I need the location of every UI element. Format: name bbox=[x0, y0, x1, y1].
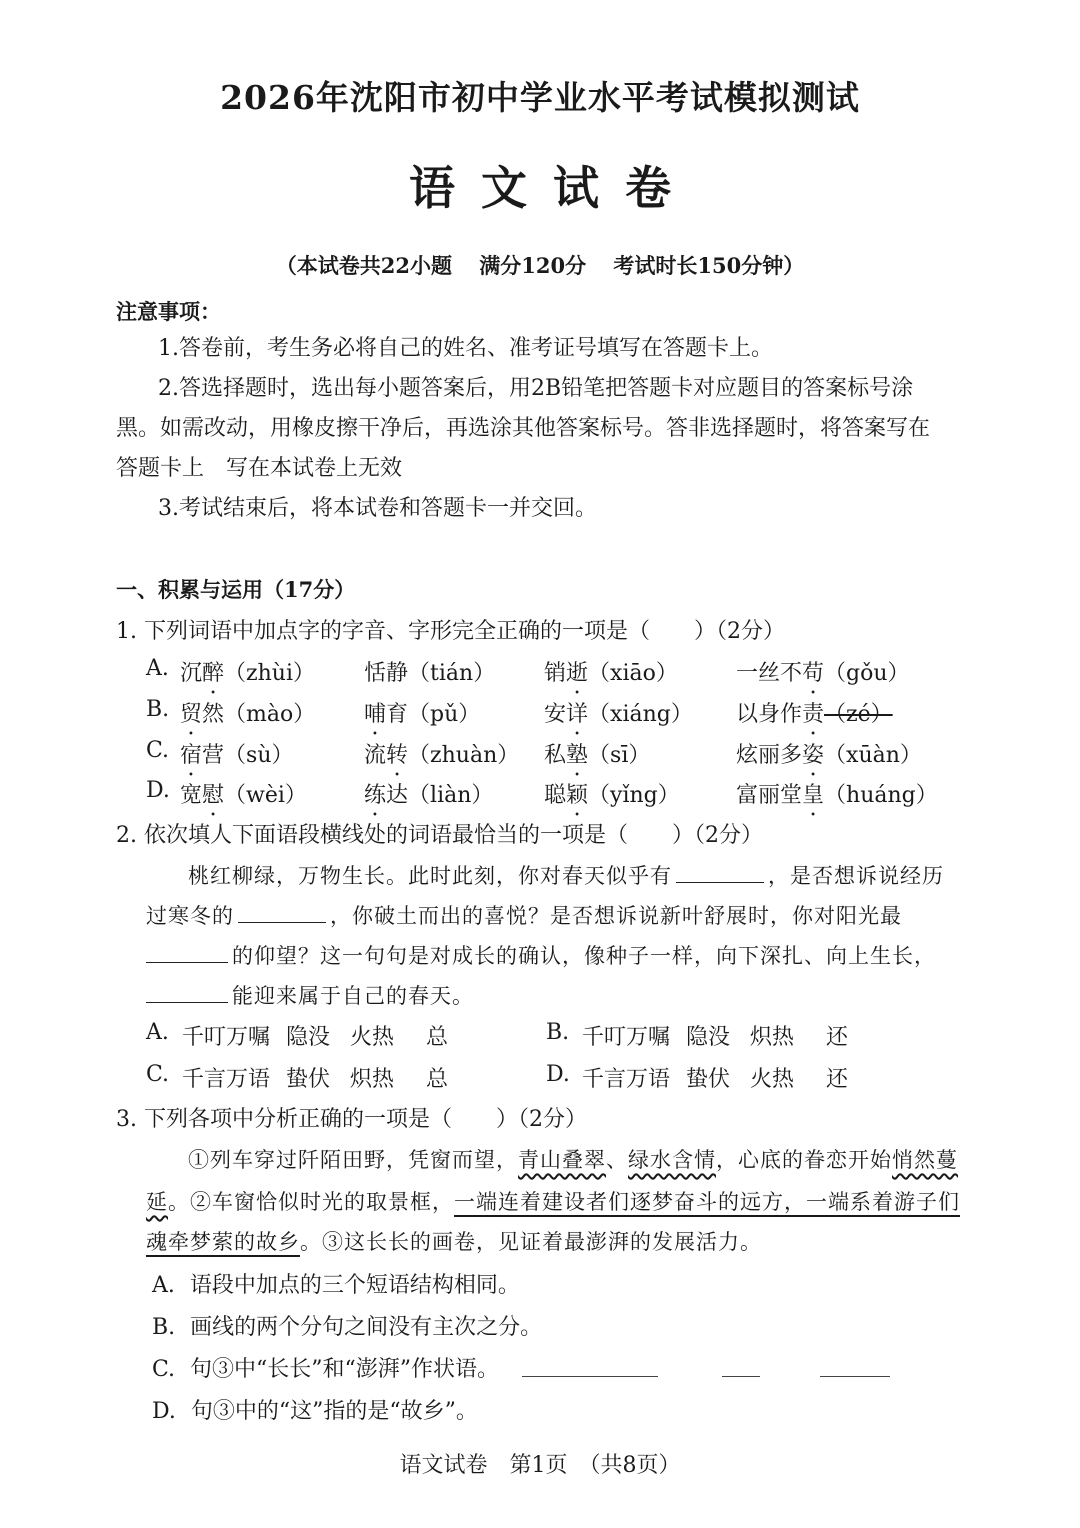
passage-text: ，你破土而出的喜悦？是否想诉说新叶舒展时，你对阳光最 bbox=[330, 904, 902, 928]
word-item bbox=[736, 778, 938, 809]
notice-item-2-line-2: 黑。如需改动，用橡皮擦干净后，再选涂其他答案标号。答非选择题时，将答案写在 bbox=[116, 416, 931, 441]
dotted-char: 姿 bbox=[802, 743, 825, 768]
pinyin: （xūàn） bbox=[824, 743, 922, 768]
underlined-clause: 一端连着建设者们逐梦奋斗的远方，一端系着游子们 bbox=[454, 1190, 960, 1214]
dotted-char: 塾 bbox=[566, 743, 589, 768]
question-3-passage-line-3 bbox=[146, 1226, 762, 1256]
dotted-char: 颖 bbox=[566, 783, 589, 808]
option-word: 还 bbox=[826, 1067, 849, 1092]
word: 练达 bbox=[364, 783, 408, 808]
page-footer: 语文试卷 第1页 （共8页） bbox=[399, 1453, 681, 1478]
word: 哺育 bbox=[364, 702, 408, 727]
word: 流转 bbox=[364, 743, 408, 768]
word: 宿营 bbox=[180, 743, 224, 768]
option-label: A. bbox=[146, 1020, 169, 1045]
option-word: 总 bbox=[426, 1067, 449, 1092]
pinyin: （pǔ） bbox=[408, 702, 481, 727]
word: 聪颖 bbox=[544, 783, 588, 808]
dotted-phrase: 绿水含情 bbox=[628, 1148, 716, 1172]
word-item bbox=[544, 778, 680, 809]
word-item bbox=[364, 738, 519, 769]
pinyin: （zé） bbox=[824, 702, 893, 727]
option-label: B. bbox=[546, 1020, 570, 1045]
word-item bbox=[736, 738, 922, 769]
option-word: 千叮万嘱 bbox=[182, 1025, 271, 1050]
word: 贸然 bbox=[180, 702, 224, 727]
option-label: B. bbox=[146, 697, 170, 722]
pinyin: （liàn） bbox=[408, 783, 494, 808]
passage-text: ，心底的眷恋开始 bbox=[716, 1148, 892, 1172]
passage-text: 的仰望？这一句句是对成长的确认，像种子一样，向下深扎、向上生长， bbox=[232, 944, 936, 968]
exam-duration: 考试时长150分钟） bbox=[613, 253, 805, 278]
passage-text: 过寒冬的 bbox=[146, 904, 234, 928]
word: 私塾 bbox=[544, 743, 588, 768]
word-item bbox=[736, 656, 910, 687]
dotted-phrase: 延 bbox=[146, 1190, 168, 1214]
word: 富丽堂皇 bbox=[736, 783, 824, 808]
dotted-char: 醉 bbox=[202, 661, 225, 686]
option-text: 语段中加点的三个短语结构相同。 bbox=[189, 1273, 520, 1298]
word-item bbox=[180, 738, 294, 769]
passage-text: ①列车穿过阡陌田野，凭窗而望， bbox=[188, 1148, 518, 1172]
option-word: 千言万语 bbox=[182, 1067, 271, 1092]
option-label: C. bbox=[146, 738, 170, 763]
option-label: D. bbox=[152, 1399, 183, 1424]
answer-line bbox=[820, 1376, 890, 1377]
word-item bbox=[544, 697, 693, 728]
word: 宽慰 bbox=[180, 783, 224, 808]
option-text: 画线的两个分句之间没有主次之分。 bbox=[190, 1315, 543, 1340]
option-word: 总 bbox=[426, 1025, 449, 1050]
pinyin: （gǒu） bbox=[824, 661, 910, 686]
passage-text: 能迎来属于自己的春天。 bbox=[232, 984, 474, 1008]
passage-text: 。②车窗恰似时光的取景框， bbox=[168, 1190, 454, 1214]
dotted-phrase: 悄然蔓 bbox=[892, 1148, 958, 1172]
word: 以身作责 bbox=[736, 702, 824, 727]
option-word: 蛰伏 bbox=[686, 1067, 731, 1092]
question-3-stem: 3. 下列各项中分析正确的一项是（ ）（2分） bbox=[116, 1107, 587, 1132]
option-word: 火热 bbox=[350, 1025, 395, 1050]
passage-text: 。③这长长的画卷，见证着最澎湃的发展活力。 bbox=[300, 1230, 762, 1254]
dotted-char: 逝 bbox=[566, 661, 589, 686]
question-2-passage-line-1 bbox=[188, 860, 944, 890]
word-item bbox=[364, 656, 495, 687]
answer-blank bbox=[146, 942, 228, 963]
dotted-char: 苟 bbox=[802, 661, 825, 686]
pinyin: （mào） bbox=[224, 702, 316, 727]
answer-blank bbox=[146, 982, 228, 1003]
option-row bbox=[152, 1310, 542, 1341]
word-item bbox=[180, 656, 315, 687]
passage-text: 、 bbox=[606, 1148, 628, 1172]
option-row bbox=[152, 1352, 499, 1383]
dotted-char: 宿 bbox=[180, 743, 203, 768]
dotted-char: 皇 bbox=[802, 783, 825, 808]
word-item bbox=[180, 778, 307, 809]
pinyin: （yǐng） bbox=[588, 783, 680, 808]
dotted-char: 转 bbox=[386, 743, 409, 768]
answer-blank bbox=[238, 902, 326, 923]
notice-item-1: 1.答卷前，考生务必将自己的姓名、准考证号填写在答题卡上。 bbox=[158, 336, 773, 361]
word-item bbox=[544, 738, 650, 769]
answer-line bbox=[522, 1376, 658, 1377]
question-2-passage-line-3 bbox=[146, 940, 936, 970]
question-2-passage-line-2 bbox=[146, 900, 902, 930]
option-word: 隐没 bbox=[686, 1025, 731, 1050]
option-label: A. bbox=[146, 656, 169, 681]
question-2-stem: 2. 依次填人下面语段横线处的词语最恰当的一项是（ ）（2分） bbox=[116, 823, 763, 848]
underlined-clause: 魂牵梦萦的故乡 bbox=[146, 1230, 300, 1254]
option-label: C. bbox=[152, 1357, 183, 1382]
notice-heading: 注意事项： bbox=[116, 299, 221, 324]
word: 炫丽多姿 bbox=[736, 743, 824, 768]
question-3-passage-line-2 bbox=[146, 1186, 960, 1216]
pinyin: （zhuàn） bbox=[408, 743, 520, 768]
pinyin: （sī） bbox=[588, 743, 651, 768]
full-score: 满分120分 bbox=[479, 253, 587, 278]
word-item bbox=[364, 778, 493, 809]
option-text: 句③中的“这”指的是“故乡”。 bbox=[190, 1399, 478, 1424]
option-label: C. bbox=[146, 1062, 170, 1087]
answer-blank bbox=[676, 862, 764, 883]
subject-title: 语文试卷 bbox=[409, 161, 697, 215]
exam-title: 2026年沈阳市初中学业水平考试模拟测试 bbox=[220, 78, 860, 117]
pinyin: （xiāo） bbox=[588, 661, 678, 686]
word-item bbox=[736, 697, 893, 728]
dotted-char: 哺 bbox=[364, 702, 387, 727]
option-row bbox=[152, 1268, 520, 1299]
word: 销逝 bbox=[544, 661, 588, 686]
dotted-char: 责 bbox=[802, 702, 825, 727]
word: 恬静 bbox=[364, 661, 409, 686]
option-label: B. bbox=[152, 1315, 183, 1340]
question-2-passage-line-4 bbox=[146, 980, 474, 1010]
option-label: D. bbox=[146, 778, 170, 803]
notice-item-2-line-3: 答题卡上 写在本试卷上无效 bbox=[116, 456, 403, 481]
option-word: 千言万语 bbox=[582, 1067, 671, 1092]
answer-line bbox=[722, 1376, 760, 1377]
question-count: （本试卷共22小题 bbox=[275, 253, 452, 278]
option-word: 炽热 bbox=[750, 1025, 795, 1050]
question-3-passage-line-1 bbox=[188, 1144, 958, 1174]
option-word: 蛰伏 bbox=[286, 1067, 331, 1092]
dotted-char: 练 bbox=[364, 783, 387, 808]
pinyin: （huáng） bbox=[824, 783, 938, 808]
word-item bbox=[180, 697, 315, 728]
option-text: 句③中“长长”和“澎湃”作状语。 bbox=[190, 1357, 500, 1382]
question-1-stem: 1. 下列词语中加点字的字音、字形完全正确的一项是（ ）（2分） bbox=[116, 619, 785, 644]
passage-text: ，是否想诉说经历 bbox=[768, 864, 944, 888]
notice-item-3: 3.考试结束后，将本试卷和答题卡一并交回。 bbox=[158, 496, 597, 521]
passage-text: 桃红柳绿，万物生长。此时此刻，你对春天似乎有 bbox=[188, 864, 672, 888]
option-word: 千叮万嘱 bbox=[582, 1025, 671, 1050]
word: 安详 bbox=[544, 702, 588, 727]
pinyin: （sù） bbox=[224, 743, 294, 768]
dotted-char: 慰 bbox=[202, 783, 225, 808]
dotted-char: 贸 bbox=[180, 702, 203, 727]
word: 沉醉 bbox=[180, 661, 224, 686]
option-label: A. bbox=[152, 1273, 182, 1298]
dotted-char: 详 bbox=[566, 702, 589, 727]
word-item bbox=[544, 656, 678, 687]
pinyin: （wèi） bbox=[224, 783, 307, 808]
option-label: D. bbox=[546, 1062, 570, 1087]
word: 一丝不苟 bbox=[736, 661, 824, 686]
word-item bbox=[364, 697, 480, 728]
exam-info bbox=[0, 250, 1080, 280]
pinyin: （tián） bbox=[408, 661, 496, 686]
option-word: 还 bbox=[826, 1025, 849, 1050]
option-word: 炽热 bbox=[350, 1067, 395, 1092]
pinyin: （zhùi） bbox=[224, 661, 315, 686]
notice-item-2-line-1: 2.答选择题时，选出每小题答案后，用2B铅笔把答题卡对应题目的答案标号涂 bbox=[158, 376, 914, 401]
option-word: 火热 bbox=[750, 1067, 795, 1092]
pinyin: （xiáng） bbox=[588, 702, 693, 727]
option-row bbox=[152, 1394, 478, 1425]
section-heading: 一、积累与运用（17分） bbox=[116, 577, 356, 602]
dotted-phrase: 青山叠翠 bbox=[518, 1148, 606, 1172]
option-word: 隐没 bbox=[286, 1025, 331, 1050]
